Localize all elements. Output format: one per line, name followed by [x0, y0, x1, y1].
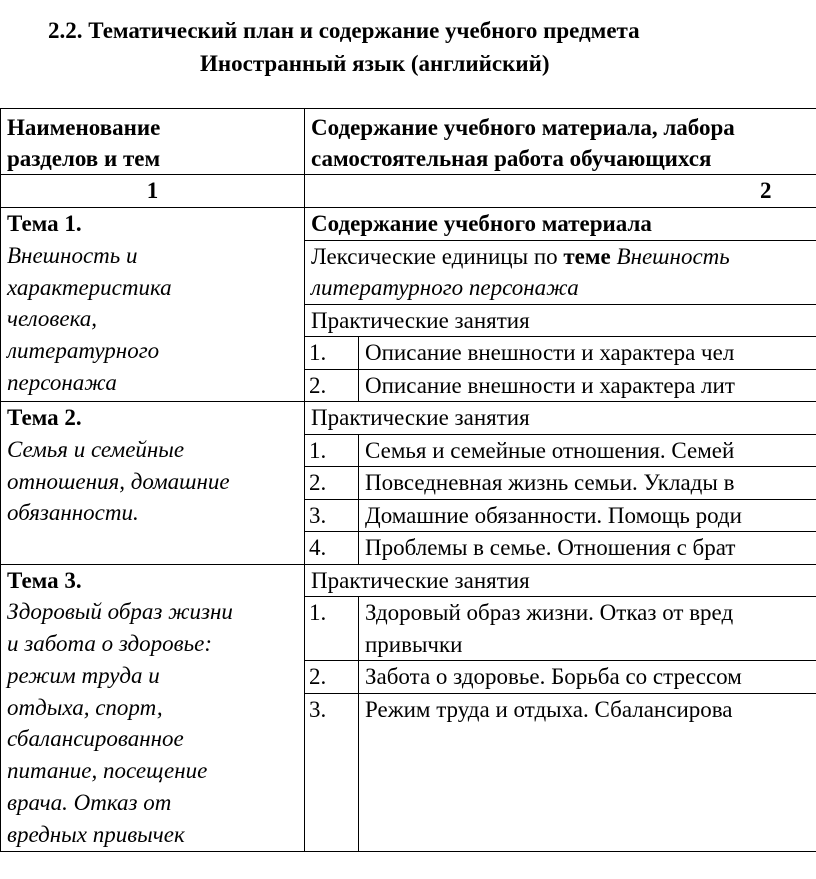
- item-text: Режим труда и отдыха. Сбалансирова: [359, 693, 816, 851]
- topic3-row-practice: [1, 564, 816, 597]
- column-number-2: 2: [305, 175, 816, 208]
- topic2-row-practice: [1, 402, 816, 435]
- topic1-practice: Практические занятия: [305, 304, 816, 337]
- item-text: Проблемы в семье. Отношения с брат: [359, 532, 816, 565]
- topic1-content-heading: Содержание учебного материала: [305, 208, 816, 241]
- item-text-line1: Здоровый образ жизни. Отказ от вред: [365, 600, 734, 626]
- column-number-row: [1, 175, 816, 208]
- topic1-name-line: характеристика: [7, 274, 172, 300]
- item-text: Семья и семейные отношения. Семей: [359, 434, 816, 467]
- topic1-lexical-line1: [311, 241, 816, 273]
- topic3-name-line: сбалансированное: [7, 726, 184, 752]
- item-text: [359, 597, 816, 661]
- item-number: 4.: [305, 532, 359, 565]
- item-text: Забота о здоровье. Борьба со стрессом: [359, 661, 816, 694]
- topic2-name-cell: [1, 402, 305, 565]
- header-col2-line2: самостоятельная работа обучающихся: [311, 146, 712, 171]
- item-number: 2.: [305, 661, 359, 694]
- topic3-name-line: питание, посещение: [7, 758, 208, 784]
- topic1-name-line: Внешность и: [7, 242, 138, 268]
- topic1-name-line: человека,: [7, 306, 98, 332]
- item-number: 2.: [305, 467, 359, 500]
- topic1-row-content-heading: [1, 208, 816, 241]
- topic1-heading: Тема 1.: [7, 211, 82, 236]
- item-text: Описание внешности и характера чел: [359, 337, 816, 370]
- topic3-name-cell: [1, 564, 305, 851]
- topic2-heading: Тема 2.: [7, 405, 82, 430]
- topic1-name-line: персонажа: [7, 369, 117, 395]
- topic1-lexical-cell: [305, 240, 816, 304]
- lexical-prefix: Лексические единицы по: [311, 243, 564, 269]
- column-number-1: 1: [1, 175, 305, 208]
- topic3-name-line: и забота о здоровье:: [7, 631, 213, 657]
- topic2-name-line: Семья и семейные: [7, 436, 185, 462]
- item-number: 3.: [305, 499, 359, 532]
- item-text-line2: привычки: [365, 631, 463, 657]
- topic3-name-line: Здоровый образ жизни: [7, 599, 233, 625]
- topic3-practice: Практические занятия: [305, 564, 816, 597]
- item-number: 1.: [305, 597, 359, 661]
- topic3-name-line: режим труда и: [7, 662, 160, 688]
- topic3-name-line: вредных привычек: [7, 821, 185, 847]
- topic3-name-line: врача. Отказ от: [7, 790, 172, 816]
- title-line-2: Иностранный язык (английский): [200, 51, 550, 76]
- topic1-name-line: литературного: [7, 338, 160, 364]
- title-line-1: 2.2. Тематический план и содержание учебного предмета: [48, 18, 640, 43]
- header-col1: [1, 109, 305, 175]
- topic2-name-line: обязанности.: [7, 500, 139, 526]
- item-number: 1.: [305, 434, 359, 467]
- header-col2-line1: Содержание учебного материала, лабора: [311, 115, 735, 140]
- item-number: 3.: [305, 693, 359, 851]
- topic3-heading: Тема 3.: [7, 567, 82, 593]
- lexical-italic: Внешность: [610, 243, 730, 269]
- item-number: 1.: [305, 337, 359, 370]
- header-col2: [305, 109, 816, 175]
- lexical-bold: теме: [563, 243, 611, 269]
- topic2-practice: Практические занятия: [305, 402, 816, 435]
- topic2-name-line: отношения, домашние: [7, 468, 230, 494]
- item-text: Домашние обязанности. Помощь роди: [359, 499, 816, 532]
- header-row: [1, 109, 816, 175]
- topic1-lexical-line2: литературного персонажа: [311, 275, 579, 300]
- thematic-plan-table: [0, 108, 816, 852]
- item-number: 2.: [305, 369, 359, 402]
- item-text: Повседневная жизнь семьи. Уклады в: [359, 467, 816, 500]
- topic1-name-cell: [1, 208, 305, 402]
- header-col1-line1: Наименование: [7, 115, 161, 140]
- header-col1-line2: разделов и тем: [7, 146, 161, 171]
- topic3-name-line: отдыха, спорт,: [7, 694, 163, 720]
- item-text: Описание внешности и характера лит: [359, 369, 816, 402]
